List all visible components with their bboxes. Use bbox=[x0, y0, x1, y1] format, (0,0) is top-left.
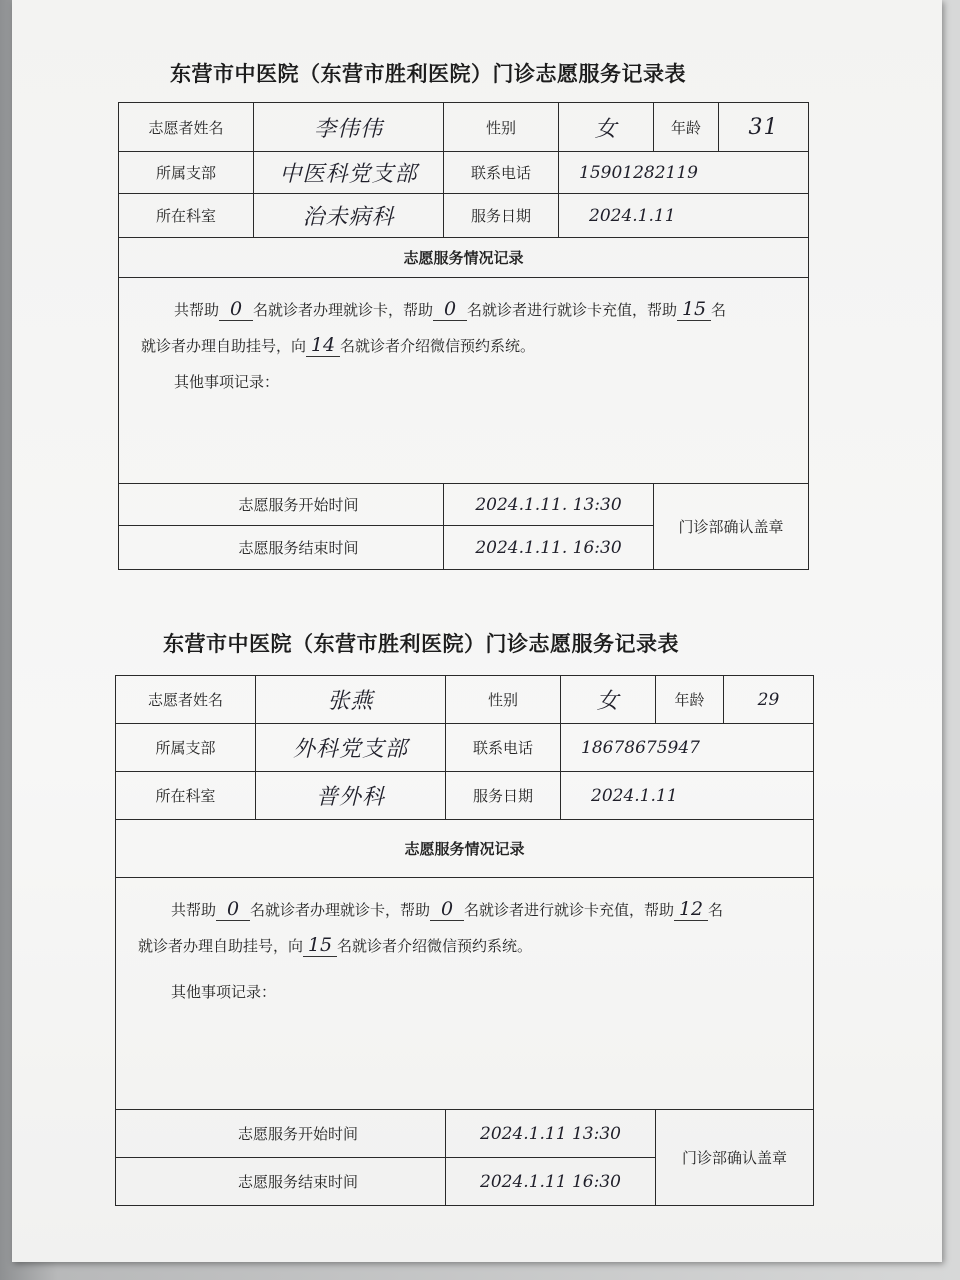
form-2-wechat-count: 15 bbox=[303, 934, 337, 957]
form-1-summary-line-1: 共帮助 0 名就诊者办理就诊卡，帮助 0 名就诊者进行就诊卡充值，帮助 15 名 bbox=[174, 298, 727, 320]
form-2-branch-label: 所属支部 bbox=[116, 724, 256, 772]
form-1-recharge-count: 0 bbox=[433, 298, 467, 321]
form-1-summary-line-2: 就诊者办理自助挂号，向 14 名就诊者介绍微信预约系统。 bbox=[141, 334, 536, 356]
form-1-wechat-count: 14 bbox=[306, 334, 340, 357]
form-1-other-label: 其他事项记录： bbox=[174, 373, 280, 391]
form-2-branch-value: 外科党支部 bbox=[292, 737, 408, 762]
form-1-table bbox=[118, 102, 809, 570]
form-2-selfreg-count: 12 bbox=[674, 898, 708, 921]
form-1-title: 东营市中医院（东营市胜利医院）门诊志愿服务记录表 bbox=[170, 62, 686, 86]
form-1-start-value: 2024.1.11. 13:30 bbox=[475, 494, 622, 515]
form-2-summary-line-1: 共帮助 0 名就诊者办理就诊卡，帮助 0 名就诊者进行就诊卡充值，帮助 12 名 bbox=[171, 898, 724, 920]
form-2-age-label: 年龄 bbox=[656, 676, 724, 724]
form-2-gender-value: 女 bbox=[596, 689, 620, 714]
form-1-selfreg-count: 15 bbox=[677, 298, 711, 321]
form-2-summary-line-2: 就诊者办理自助挂号，向 15 名就诊者介绍微信预约系统。 bbox=[138, 934, 533, 956]
form-2-stamp-label: 门诊部确认盖章 bbox=[656, 1110, 814, 1206]
form-2-date-value: 2024.1.11 bbox=[591, 785, 678, 806]
form-1-end-label: 志愿服务结束时间 bbox=[119, 526, 444, 570]
form-1-stamp-label: 门诊部确认盖章 bbox=[654, 484, 809, 570]
form-2-table bbox=[115, 675, 814, 1206]
form-1-date-value: 2024.1.11 bbox=[589, 205, 676, 226]
form-2-section-heading: 志愿服务情况记录 bbox=[116, 820, 814, 878]
form-1-phone-label: 联系电话 bbox=[444, 152, 559, 194]
form-2-dept-label: 所在科室 bbox=[116, 772, 256, 820]
form-2-date-label: 服务日期 bbox=[446, 772, 561, 820]
form-1-gender-value: 女 bbox=[594, 116, 618, 142]
form-2-card-count: 0 bbox=[216, 898, 250, 921]
form-2-title: 东营市中医院（东营市胜利医院）门诊志愿服务记录表 bbox=[163, 632, 679, 656]
form-2-phone-label: 联系电话 bbox=[446, 724, 561, 772]
form-2-end-value: 2024.1.11 16:30 bbox=[480, 1171, 621, 1192]
form-1-branch-value: 中医科党支部 bbox=[279, 162, 418, 187]
form-1-card-count: 0 bbox=[219, 298, 253, 321]
form-1-name-label: 志愿者姓名 bbox=[119, 103, 254, 152]
form-1-age-value: 31 bbox=[748, 114, 779, 140]
form-2-gender-label: 性别 bbox=[446, 676, 561, 724]
form-1-gender-label: 性别 bbox=[444, 103, 559, 152]
form-1-start-label: 志愿服务开始时间 bbox=[119, 484, 444, 526]
form-1-age-label: 年龄 bbox=[654, 103, 719, 152]
form-1-summary-cell bbox=[119, 278, 809, 484]
form-1-end-value: 2024.1.11. 16:30 bbox=[475, 537, 622, 558]
form-1-dept-value: 治未病科 bbox=[302, 205, 395, 230]
form-2-name-value: 张燕 bbox=[327, 689, 374, 714]
form-1-date-label: 服务日期 bbox=[444, 194, 559, 238]
form-1-dept-label: 所在科室 bbox=[119, 194, 254, 238]
form-2-recharge-count: 0 bbox=[430, 898, 464, 921]
form-2-other-label: 其他事项记录： bbox=[171, 983, 277, 1001]
form-2-dept-value: 普外科 bbox=[315, 785, 385, 810]
form-2-end-label: 志愿服务结束时间 bbox=[116, 1158, 446, 1206]
form-2-start-label: 志愿服务开始时间 bbox=[116, 1110, 446, 1158]
form-1-branch-label: 所属支部 bbox=[119, 152, 254, 194]
form-2-age-value: 29 bbox=[757, 689, 780, 710]
form-2-start-value: 2024.1.11 13:30 bbox=[480, 1123, 621, 1144]
form-2-phone-value: 18678675947 bbox=[581, 737, 700, 758]
form-1-section-heading: 志愿服务情况记录 bbox=[119, 238, 809, 278]
form-2-name-label: 志愿者姓名 bbox=[116, 676, 256, 724]
form-1-name-value: 李伟伟 bbox=[313, 116, 383, 142]
form-2-summary-cell bbox=[116, 878, 814, 1110]
form-1-phone-value: 15901282119 bbox=[579, 162, 698, 183]
